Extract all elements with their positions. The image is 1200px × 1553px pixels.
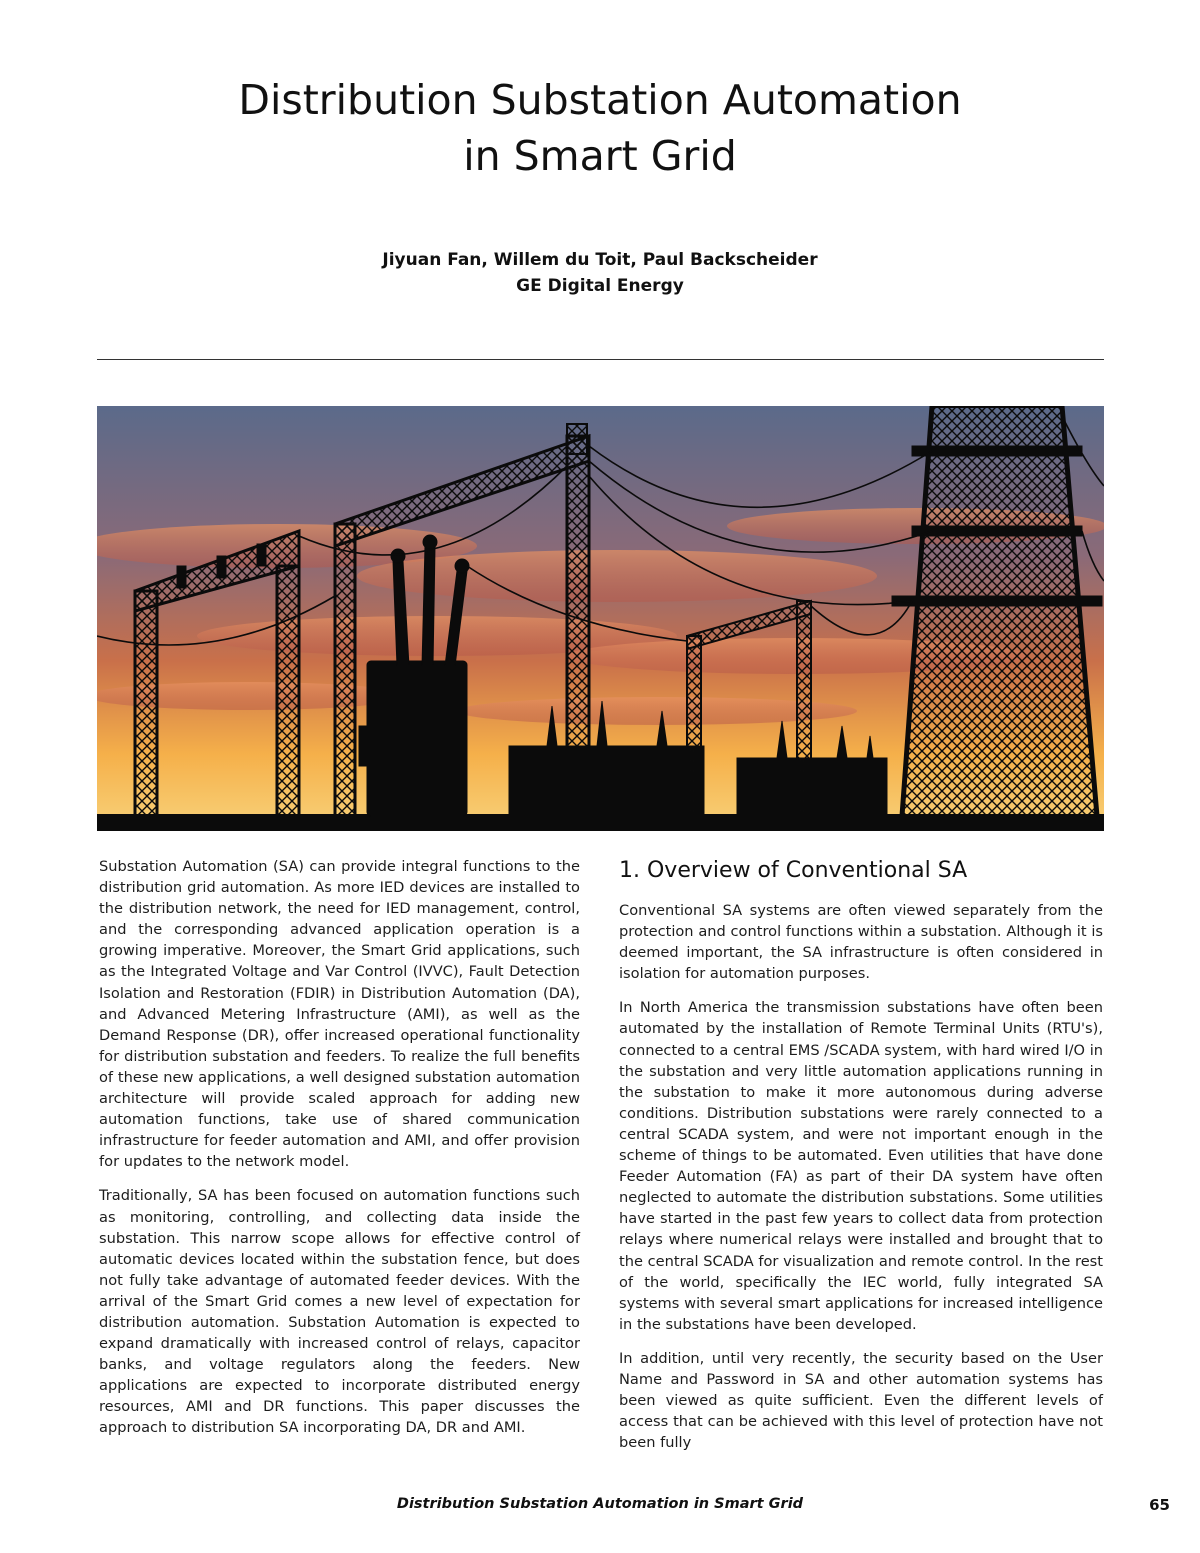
body-paragraph: Conventional SA systems are often viewed separately from the protection and control functions within a substation. Although it is deemed important, the SA infrastructure is often considered in isolation for automation purposes. xyxy=(619,902,1103,983)
section-heading: 1. Overview of Conventional SA xyxy=(619,858,968,883)
right-column xyxy=(619,856,1103,1466)
author-block xyxy=(0,247,1200,299)
title-line-2: in Smart Grid xyxy=(463,132,737,180)
substation-silhouette-illustration xyxy=(97,406,1104,831)
substation-sunset-photo xyxy=(97,406,1104,831)
body-paragraph: Substation Automation (SA) can provide integral functions to the distribution grid automation. As more IED devices are installed to the distribution network, the need for IED management, control, and the corresponding advanced application operation is a growing imperative. Moreover, the Smart Grid applications, such as the Integrated Voltage and Var Control (IVVC), Fault Detection Isolation and Restoration (FDIR) in Distribution Automation (DA), and Advanced Metering Infrastructure (AMI), as well as the Demand Response (DR), offer increased operational functionality for distribution substation and feeders. To realize the full benefits of these new applications, a well designed substation automation architecture will provide scaled approach for adding new automation functions, take use of shared communication infrastructure for feeder automation and AMI, and offer provision for updates to the network model. xyxy=(99,858,580,1171)
footer-running-title: Distribution Substation Automation in Smart Grid xyxy=(396,1496,804,1512)
page-number: 65 xyxy=(1149,1496,1170,1514)
title-line-1: Distribution Substation Automation xyxy=(238,76,962,124)
author-names: Jiyuan Fan, Willem du Toit, Paul Backscheider xyxy=(382,250,818,270)
title-divider xyxy=(97,359,1104,360)
body-paragraph: In North America the transmission substations have often been automated by the installation of Remote Terminal Units (RTU's), connected to a central EMS /SCADA system, with hard wired I/O in the substation and very little automation applications running in the substation to make it more autonomous during adverse conditions. Distribution substations were rarely connected to a central SCADA system, and were not important enough in the scheme of things to be automated. Even utilities that have done Feeder Automation (FA) as part of their DA system have often neglected to automate the distribution substations. Some utilities have started in the past few years to collect data from protection relays where numerical relays were installed and brought that to the central SCADA for visualization and remote control. In the rest of the world, specifically the IEC world, fully integrated SA systems with several smart applications for increased intelligence in the substations have been developed. xyxy=(619,999,1103,1333)
body-paragraph: Traditionally, SA has been focused on automation functions such as monitoring, controlling, and collecting data inside the substation. This narrow scope allows for effective control of automatic devices located within the substation fence, but does not fully take advantage of automated feeder devices. With the arrival of the Smart Grid comes a new level of expectation for distribution automation. Substation Automation is expected to expand dramatically with increased control of relays, capacitor banks, and voltage regulators along the feeders. New applications are expected to incorporate distributed energy resources, AMI and DR functions. This paper discusses the approach to distribution SA incorporating DA, DR and AMI. xyxy=(99,1187,580,1437)
author-affiliation: GE Digital Energy xyxy=(516,276,684,296)
page-title xyxy=(0,72,1200,184)
body-paragraph: In addition, until very recently, the security based on the User Name and Password in SA and other automation systems has been viewed as quite sufficient. Even the different levels of access that can be achieved with this level of protection have not been fully xyxy=(619,1349,1103,1452)
left-column xyxy=(99,856,580,1452)
